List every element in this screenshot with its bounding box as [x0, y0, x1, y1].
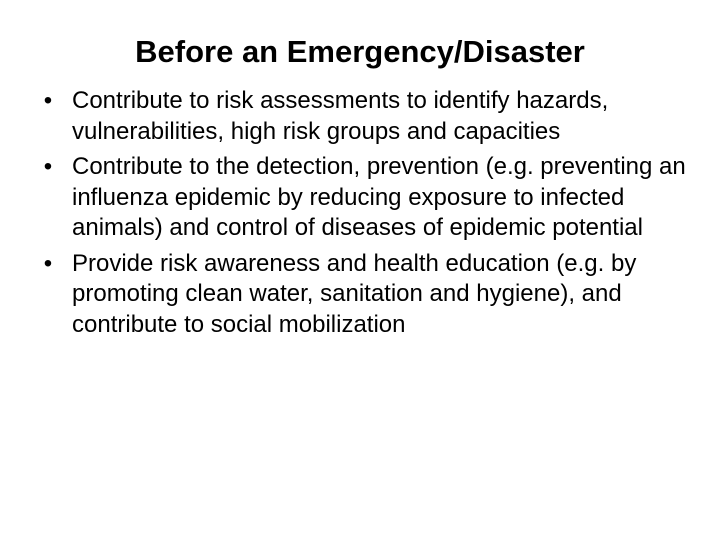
slide-title: Before an Emergency/Disaster — [135, 34, 585, 69]
bullet-icon: • — [43, 87, 53, 114]
bullet-item-risk-awareness — [36, 249, 686, 341]
bullet-list — [36, 86, 686, 345]
bullet-text: Provide risk awareness and health education (e.g. by promoting clean water, sanitation and hygiene), and contribute to social mobilization — [72, 249, 637, 338]
bullet-text: Contribute to the detection, prevention (e.g. preventing an influenza epidemic by reducing exposure to infected animals) and control of diseases of epidemic potential — [72, 153, 686, 241]
bullet-icon: • — [43, 249, 53, 277]
bullet-item-risk-assessment — [36, 86, 686, 147]
bullet-text: Contribute to risk assessments to identify hazards, vulnerabilities, high risk groups and capacities — [72, 87, 609, 145]
bullet-item-detection-prevention — [36, 152, 686, 244]
bullet-icon: • — [43, 153, 53, 180]
